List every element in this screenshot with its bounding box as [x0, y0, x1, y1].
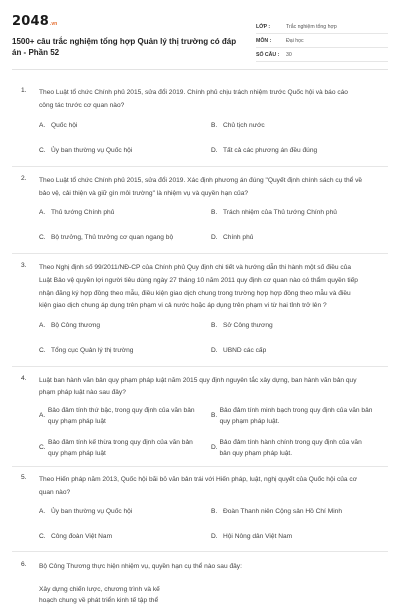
question-text: Theo Nghị định số 99/2011/NĐ-CP của Chính phủ Quy định chi tiết và hướng dẫn thi hành một số điều của Luật Bảo vệ quyền lợi người tiêu dùng ngày 27 tháng 10 năm 2011 quy định cơ quan nào có thẩm quyền tiếp nhận đăng ký hợp đồng theo mẫu, điều kiện giao dịch chung trong trường hợp hợp đồng theo mẫu và điều kiện giao dịch chung áp dụng trên phạm vi cả nước hoặc áp dụng trên phạm vi từ hai tỉnh trở lên ? — [39, 264, 358, 310]
option-d[interactable] — [211, 432, 383, 464]
option-text: Quốc hội — [51, 122, 78, 130]
option-text: Ủy ban thường vụ Quốc hội — [51, 147, 133, 155]
option-text: Đoàn Thanh niên Cộng sản Hồ Chí Minh — [223, 508, 343, 516]
meta-row-subject — [256, 34, 388, 48]
option-b[interactable] — [211, 113, 383, 138]
option-a[interactable] — [39, 313, 211, 338]
question-head — [12, 474, 388, 499]
document-title: 1500+ câu trắc nghiệm tổng hợp Quản lý thị trường có đáp án - Phần 52 — [12, 37, 237, 57]
meta-value: 30 — [286, 51, 292, 58]
option-letter: D. — [211, 533, 218, 541]
question-head — [12, 175, 388, 200]
option-a[interactable] — [39, 499, 211, 524]
option-letter: D. — [211, 346, 218, 354]
option-letter: C. — [39, 533, 46, 541]
option-letter: A. — [39, 508, 46, 516]
option-text: Bảo đảm tính thứ bậc, trong quy định của văn bản quy phạm pháp luật — [47, 406, 195, 425]
meta-row-class — [256, 20, 388, 34]
question-5 — [12, 474, 388, 549]
option-letter: B. — [211, 412, 218, 420]
question-text: Bộ Công Thương thực hiện nhiệm vụ, quyền hạn cụ thể nào sau đây: — [39, 563, 242, 571]
option-text: Xây dựng chiến lược, chương trình và kế hoạch chung về phát triển kinh tế tập thể — [39, 585, 160, 604]
answer-options — [12, 200, 388, 250]
option-letter: C. — [39, 234, 46, 242]
option-c[interactable] — [39, 138, 211, 163]
logo-domain: .vn — [49, 21, 58, 27]
question-text: Theo Hiến pháp năm 2013, Quốc hội bãi bỏ văn bản trái với Hiến pháp, luật, nghị quyết của Quốc hội của cơ quan nào? — [39, 475, 358, 496]
question-number: 3. — [21, 262, 27, 270]
option-letter: B. — [211, 321, 218, 329]
option-letter: B. — [211, 508, 218, 516]
option-d[interactable] — [211, 225, 383, 250]
site-logo[interactable] — [12, 14, 242, 29]
question-divider — [12, 466, 388, 467]
question-text: Theo Luật tổ chức Chính phủ 2015, sửa đổi 2019. Chính phủ chịu trách nhiệm trước Quốc hội và báo cáo công tác trước cơ quan nào? — [39, 89, 348, 109]
option-c[interactable] — [39, 432, 211, 464]
question-divider — [12, 166, 388, 167]
option-text: Bộ Công thương — [51, 321, 101, 329]
option-letter: A. — [39, 122, 46, 130]
option-a[interactable] — [39, 113, 211, 138]
question-2 — [12, 175, 388, 250]
question-head — [12, 375, 388, 400]
answer-options — [12, 499, 388, 549]
meta-label: MÔN : — [256, 37, 272, 44]
option-letter: A. — [39, 209, 46, 217]
option-text: Bộ trưởng, Thủ trưởng cơ quan ngang bộ — [51, 234, 174, 242]
question-number: 4. — [21, 374, 27, 382]
option-b[interactable] — [211, 499, 383, 524]
document-meta — [256, 8, 388, 62]
option-text: Công đoàn Việt Nam — [51, 533, 113, 541]
question-6 — [12, 561, 388, 606]
option-text: Bảo đảm tính hành chính trong quy định của văn bản quy phạm pháp luật. — [219, 438, 362, 457]
question-number: 6. — [21, 561, 27, 569]
question-number: 2. — [21, 175, 27, 183]
question-text: Theo Luật tổ chức Chính phủ 2015, sửa đổi 2019. Xác định phương án đúng "Quyết định chính sách cụ thể về bảo vệ, cải thiện và giữ gìn môi trường" là nhiệm vụ và quyền hạn của? — [39, 177, 363, 197]
option-text: Chủ tịch nước — [223, 122, 265, 130]
meta-label: LỚP : — [256, 23, 271, 30]
question-3 — [12, 262, 388, 362]
option-text: Sở Công thương — [223, 321, 273, 329]
option-letter: D. — [211, 147, 218, 155]
option-d[interactable] — [211, 524, 383, 549]
option-c[interactable] — [39, 524, 211, 549]
option-letter: A. — [39, 321, 46, 329]
question-head — [12, 87, 388, 112]
answer-options — [12, 313, 388, 363]
question-divider — [12, 366, 388, 367]
option-d[interactable] — [211, 138, 383, 163]
question-divider — [12, 253, 388, 254]
option-text: Tổng cục Quản lý thị trường — [51, 346, 134, 354]
option-b[interactable] — [211, 200, 383, 225]
option-b[interactable] — [211, 400, 383, 432]
option-text: Bảo đảm tính minh bạch trong quy định của văn bản quy phạm pháp luật. — [219, 406, 373, 425]
option-a[interactable] — [12, 584, 388, 606]
meta-value: Đại học — [286, 37, 304, 44]
option-text: Thủ tướng Chính phủ — [51, 209, 115, 217]
option-a[interactable] — [39, 400, 211, 432]
option-text: Chính phủ — [223, 234, 254, 242]
option-a[interactable] — [39, 200, 211, 225]
question-number: 1. — [21, 87, 27, 94]
question-text: Luật ban hành văn bản quy phạm pháp luật năm 2015 quy định nguyên tắc xây dựng, ban hành văn bản quy phạm pháp luật nào sau đây? — [39, 376, 357, 397]
option-letter: C. — [39, 346, 46, 354]
option-d[interactable] — [211, 338, 383, 363]
header-left — [12, 8, 242, 58]
meta-value: Trắc nghiệm tổng hợp — [286, 23, 337, 30]
option-c[interactable] — [39, 338, 211, 363]
option-letter: B. — [211, 209, 218, 217]
option-text: UBND các cấp — [223, 346, 267, 354]
option-c[interactable] — [39, 225, 211, 250]
option-letter: D. — [211, 234, 218, 242]
question-head — [12, 262, 388, 312]
question-1 — [12, 87, 388, 163]
answer-options — [12, 113, 388, 163]
meta-label: SỐ CÂU : — [256, 51, 280, 58]
question-4 — [12, 375, 388, 464]
option-text: Hội Nông dân Việt Nam — [223, 533, 293, 541]
option-text: Bảo đảm tính kế thừa trong quy định của văn bản quy phạm pháp luật — [47, 438, 193, 457]
meta-row-count — [256, 48, 388, 62]
question-head — [12, 561, 388, 574]
option-b[interactable] — [211, 313, 383, 338]
question-number: 5. — [21, 473, 27, 481]
option-letter: C. — [39, 147, 46, 155]
option-letter: D. — [211, 444, 218, 452]
option-letter: A. — [39, 412, 46, 420]
option-letter: B. — [211, 122, 218, 130]
option-text: Tất cả các phương án đều đúng — [223, 147, 318, 155]
document-header — [12, 8, 388, 70]
answer-options — [12, 400, 388, 464]
option-text: Trách nhiệm của Thủ tướng Chính phủ — [223, 209, 337, 217]
logo-text: 2048 — [12, 14, 49, 29]
option-letter: C. — [39, 444, 46, 452]
question-divider — [12, 551, 388, 552]
option-text: Ủy ban thường vụ Quốc hội — [51, 508, 133, 516]
